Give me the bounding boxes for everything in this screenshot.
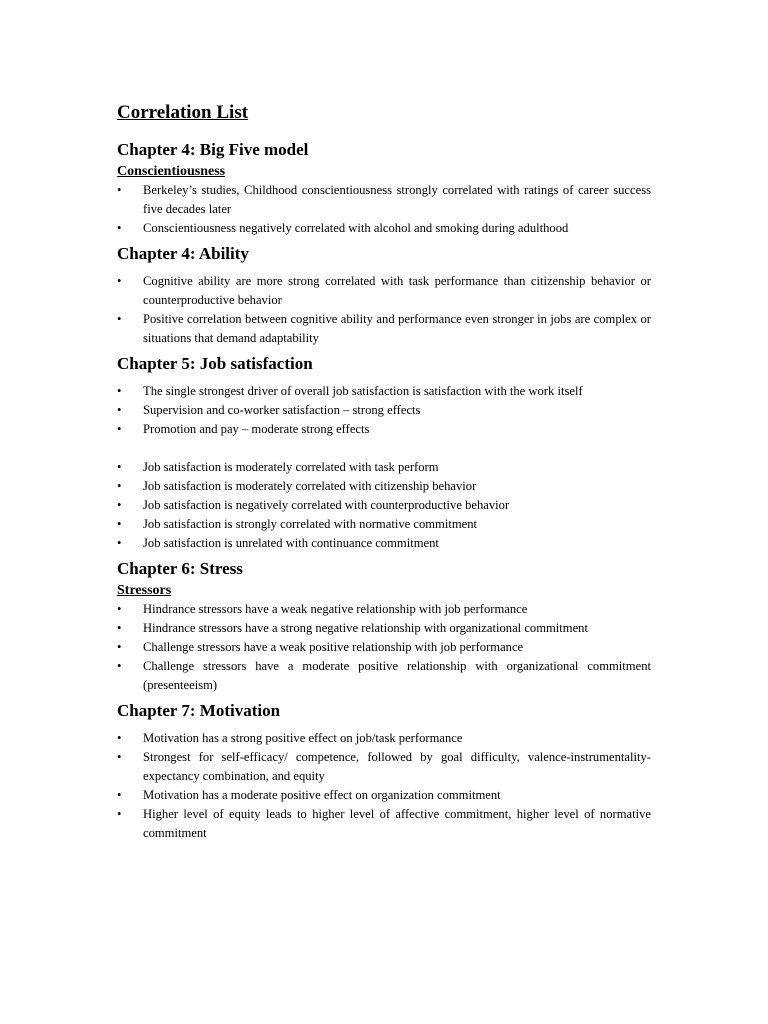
list-item: [117, 458, 651, 477]
chapter-heading: Chapter 6: Stress: [117, 559, 243, 578]
bullet-icon: •: [117, 517, 122, 531]
list-item: [117, 657, 651, 695]
list-item: [117, 181, 651, 219]
bullet-list: [117, 272, 651, 348]
list-item-text: Conscientiousness negatively correlated with alcohol and smoking during adulthood: [143, 221, 569, 235]
document-title: Correlation List: [117, 102, 249, 123]
bullet-icon: •: [117, 807, 122, 821]
chapter-heading: Chapter 4: Ability: [117, 244, 249, 263]
document-page: [117, 100, 651, 843]
list-item-text: Hindrance stressors have a strong negative relationship with organizational commitment: [143, 621, 588, 635]
list-item-text: Job satisfaction is moderately correlated with citizenship behavior: [143, 479, 477, 493]
list-item-text: Motivation has a strong positive effect on job/task performance: [143, 731, 463, 745]
list-item-text: Higher level of equity leads to higher level of affective commitment, higher level of normative commitment: [143, 807, 651, 840]
list-item-text: Hindrance stressors have a weak negative relationship with job performance: [143, 602, 528, 616]
list-item-text: Strongest for self-efficacy/ competence, followed by goal difficulty, valence-instrumentality-expectancy combination, and equity: [143, 750, 651, 783]
chapter-section: [117, 557, 651, 699]
list-item: [117, 272, 651, 310]
chapter-heading: Chapter 7: Motivation: [117, 701, 281, 720]
list-item-text: Positive correlation between cognitive ability and performance even stronger in jobs are complex or situations that demand adaptability: [143, 312, 651, 345]
bullet-icon: •: [117, 536, 122, 550]
list-item: [117, 477, 651, 496]
list-item-text: Berkeley’s studies, Childhood conscientiousness strongly correlated with ratings of career success five decades later: [143, 183, 651, 216]
list-item: [117, 496, 651, 515]
bullet-icon: •: [117, 403, 122, 417]
bullet-icon: •: [117, 422, 122, 436]
chapter-section: [117, 138, 651, 242]
bullet-list: [117, 382, 651, 439]
bullet-icon: •: [117, 788, 122, 802]
list-item-text: Promotion and pay – moderate strong effects: [143, 422, 370, 436]
list-item-text: Motivation has a moderate positive effect on organization commitment: [143, 788, 501, 802]
bullet-icon: •: [117, 274, 122, 288]
bullet-icon: •: [117, 731, 122, 745]
bullet-icon: •: [117, 183, 122, 197]
chapter-section: [117, 352, 651, 557]
list-item: [117, 729, 651, 748]
list-item-text: Job satisfaction is unrelated with continuance commitment: [143, 536, 439, 550]
bullet-icon: •: [117, 750, 122, 764]
bullet-icon: •: [117, 221, 122, 235]
list-item: [117, 401, 651, 420]
bullet-icon: •: [117, 621, 122, 635]
list-item: [117, 420, 651, 439]
list-item: [117, 310, 651, 348]
bullet-icon: •: [117, 659, 122, 673]
list-item-text: Challenge stressors have a moderate positive relationship with organizational commitment (presenteeism): [143, 659, 651, 692]
list-item: [117, 515, 651, 534]
list-item-text: Cognitive ability are more strong correlated with task performance than citizenship behavior or counterproductive behavior: [143, 274, 651, 307]
sections-container: [117, 138, 651, 843]
list-item-text: Challenge stressors have a weak positive relationship with job performance: [143, 640, 524, 654]
list-item-text: Job satisfaction is strongly correlated with normative commitment: [143, 517, 478, 531]
list-item-text: The single strongest driver of overall job satisfaction is satisfaction with the work itself: [143, 384, 583, 398]
list-item: [117, 382, 651, 401]
list-item: [117, 805, 651, 843]
bullet-icon: •: [117, 312, 122, 326]
list-item-text: Supervision and co-worker satisfaction – strong effects: [143, 403, 421, 417]
bullet-icon: •: [117, 384, 122, 398]
bullet-icon: •: [117, 602, 122, 616]
chapter-section: [117, 242, 651, 352]
list-item-text: Job satisfaction is negatively correlated with counterproductive behavior: [143, 498, 510, 512]
bullet-list: [117, 458, 651, 553]
bullet-icon: •: [117, 460, 122, 474]
list-item: [117, 748, 651, 786]
list-item: [117, 534, 651, 553]
section-subheading: Conscientiousness: [117, 164, 226, 179]
section-subheading: Stressors: [117, 583, 172, 598]
list-item: [117, 786, 651, 805]
list-item: [117, 638, 651, 657]
bullet-icon: •: [117, 498, 122, 512]
list-item-text: Job satisfaction is moderately correlated with task perform: [143, 460, 439, 474]
list-item: [117, 219, 651, 238]
bullet-icon: •: [117, 640, 122, 654]
bullet-list: [117, 600, 651, 695]
bullet-list: [117, 181, 651, 238]
bullet-list: [117, 729, 651, 843]
chapter-section: [117, 699, 651, 843]
list-item: [117, 600, 651, 619]
bullet-icon: •: [117, 479, 122, 493]
chapter-heading: Chapter 4: Big Five model: [117, 140, 309, 159]
list-item: [117, 619, 651, 638]
chapter-heading: Chapter 5: Job satisfaction: [117, 354, 313, 373]
